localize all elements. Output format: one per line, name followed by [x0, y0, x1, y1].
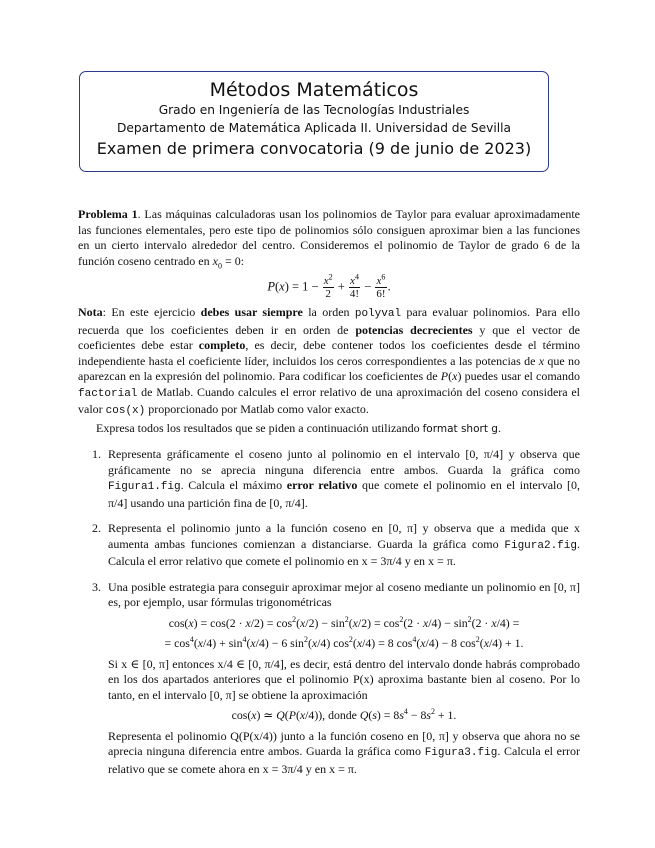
taylor-polynomial-equation: P(x) = 1 − $\frac{x^2}{2}$ + $\frac{x^4}{4!}$ − $\frac{x^6}{6!}$ . — [267, 272, 391, 300]
task-item: 2. Representa el polinomio junto a la función coseno en [0, π] y observa que a medida que x aumenta ambas funciones comienzan a distanciarse. Guarda la gráfica como Figura2.fig. Calcula el error relativo que comete el polinomio en x = 3π/4 y en x = π. — [92, 521, 580, 568]
file-name: Figura1.fig — [108, 481, 181, 493]
problem-intro: Problema 1. Las máquinas calculadoras usan los polinomios de Taylor para evaluar aproximadamente las funciones elementales, pero este tipo de polinomios sólo consiguen aproximar bien a las funciones en un cierto intervalo alrededor del centro. Consideremos el polinomio de Taylor de grado 6 de la función coseno centrado en $x_0 = 0$: — [78, 207, 580, 270]
department-line: Departamento de Matemática Aplicada II. Universidad de Sevilla — [117, 121, 511, 135]
problem-label: Problema 1 — [78, 207, 138, 221]
trig-identity-line-1: $\cos(x) = \cos(2 \cdot x/2) = \cos^2(x/2) - \sin^2(x/2) = \cos^2(2 \cdot x/4) - \sin^2(2 \cdot x/4)$ = — [168, 614, 520, 630]
degree-line: Grado en Ingeniería de las Tecnologías Industriales — [158, 103, 470, 117]
file-name: Figura3.fig — [424, 747, 498, 759]
file-name: Figura2.fig — [504, 539, 577, 552]
trig-identity-line-2: = $\cos^4(x/4) + \sin^4(x/4) - 6$ $\sin^2(x/4) \cos^2(x/4) = 8$ $\cos^4(x/4) - 8$ $\cos^2(x/4) + 1$. — [164, 635, 524, 650]
approximation-equation: cos(x) ≃ Q(P(x/4)), donde $Q(s) = 8s^4 - 8s^2 + 1$. — [231, 707, 457, 722]
task-list — [78, 447, 580, 777]
task-item: 3. Una posible estrategia para conseguir aproximar mejor al coseno mediante un polinomio en [0, π] es, por ejemplo, usar fórmulas trigonométricas $\cos(x) = \cos(2 \cdot x/2) = \cos^2(x/2) - \sin^2(x/2) = \cos^2(2 \cdot x/4) - \sin^2(2 \cdot x/4)$ = = $\cos^4(x/4) + \sin^4(x/4) - 6$ $\sin^2(x/4) \cos^2(x/4) = 8$ $\cos^4(x/4) - 8$ $\cos^2(x/4) + 1$. Si x ∈ [0, π] entonces x/4 ∈ [0, π/4], es decir, está dentro del intervalo donde habrás comprobado en los dos apartados anteriores que el polinomio P(x) aproxima bastante bien al coseno. Por lo tanto, en el intervalo [0, π] se obtiene la aproximación cos(x) ≃ Q(P(x/4)), donde $Q(s) = 8s^4 - 8s^2 + 1$. Representa el polinomio Q(P(x/4)) junto a la función coseno en [0, π] y observa que ahora no se aprecia ninguna diferencia entre ambos. Guarda la gráfica como Figura3.fig. Calcula el error relativo que se comete ahora en x = 3π/4 y en x = π. — [92, 579, 580, 776]
problem-body — [78, 207, 580, 787]
exam-title: Examen de primera convocatoria (9 de junio de 2023) — [96, 139, 532, 158]
exam-header — [79, 71, 549, 172]
course-title: Métodos Matemáticos — [209, 79, 419, 101]
note-paragraph: Nota: En este ejercicio debes usar siempre la orden polyval para evaluar polinomios. Para ello recuerda que los coeficientes deben ir en orden de potencias decrecientes y que el vector de coeficientes debe estar completo, es decir, debe contener todos los coeficientes desde el término independiente hasta el coeficiente líder, incluidos los ceros correspondientes a las potencias de x que no aparezcan en la expresión del polinomio. Para codificar los coeficientes de P(x) puedes usar el comando factorial de Matlab. Cuando calcules el error relativo de una aproximación del coseno considera el valor cos(x) proporcionado por Matlab como valor exacto. — [78, 305, 581, 417]
task-item: 1. Representa gráficamente el coseno junto al polinomio en el intervalo [0, π/4] y observa que gráficamente no se aprecia ninguna diferencia entre ambos. Guarda la gráfica como Figura1.fig. Calcula el máximo error relativo que comete el polinomio en el intervalo [0, π/4] usando una partición fina de [0, π/4]. — [92, 447, 581, 510]
format-instruction: Expresa todos los resultados que se piden a continuación utilizando format short g. — [96, 420, 501, 435]
